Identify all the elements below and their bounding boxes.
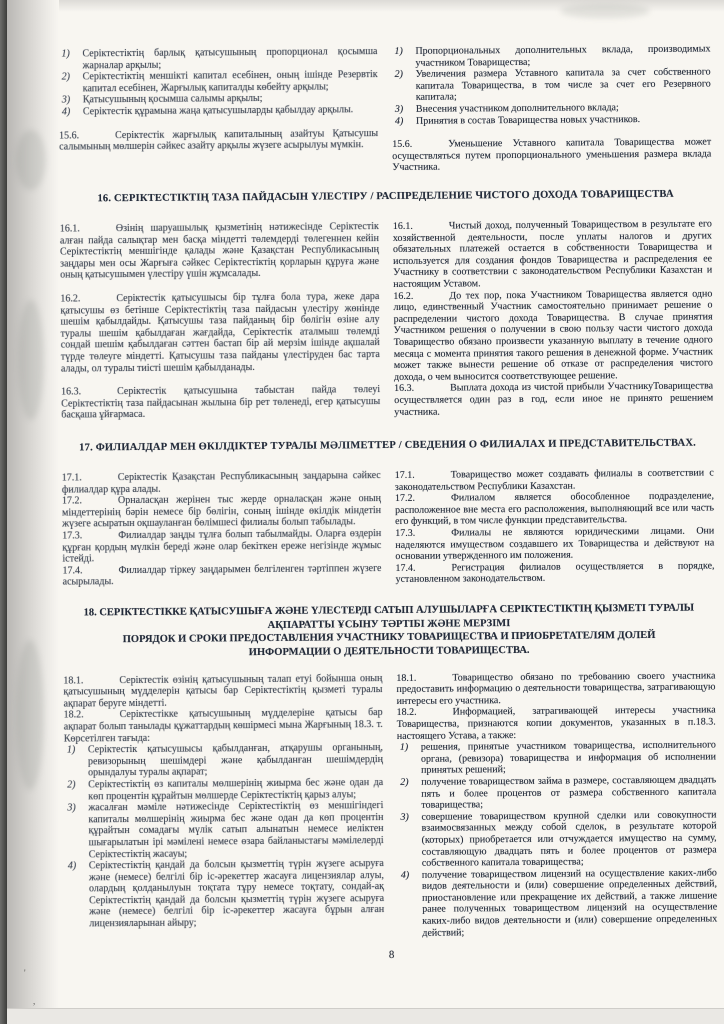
item-marker: 4)	[394, 115, 404, 127]
item-marker: 1)	[394, 45, 403, 57]
item-marker: 4)	[400, 869, 410, 881]
clause-text: Орналасқан жерінен тыс жерде орналасқан және оның міндеттерінің бәрін немесе бір бөлігін, соның ішінде өкілдік міндетін жүзеге асыратын оқшауланған бөлімшесі филиалы болып табылады.	[62, 493, 382, 531]
clause-17-3-kk	[62, 528, 381, 565]
section-16-russian-column	[393, 219, 714, 419]
list-item	[59, 104, 378, 118]
clause-18-2-ru	[397, 705, 716, 742]
section-18-heading-line-4: ИНФОРМАЦИИ О ДЕЯТЕЛЬНОСТИ ТОВАРИЩЕСТВА.	[248, 644, 530, 659]
clause-number: 16.1.	[392, 220, 413, 233]
list-item	[397, 740, 716, 777]
clause-number: 17.1.	[394, 469, 415, 482]
item-text: решения, принятые участником товарищества, исполнительного органа, (ревизора) товарищества и информация об исполнении принятых решений;	[420, 739, 717, 777]
clause-number: 16.2.	[393, 290, 414, 302]
clause-text: Серіктестік Қазақстан Республикасының заңдарына сәйкес филиалдар құра алады.	[61, 470, 381, 496]
list-item	[64, 800, 383, 860]
section-16-columns	[60, 219, 714, 422]
section-18-heading-line-3: ПОРЯДОК И СРОКИ ПРЕДОСТАВЛЕНИЯ УЧАСТНИКУ ТОВАРИЩЕСТВА И ПРИОБРЕТАТЕЛЯМ ДОЛЕЙ	[122, 630, 656, 646]
clause-17-1-ru	[395, 468, 714, 494]
clause-number: 17.4.	[395, 562, 416, 574]
scan-artifact	[560, 4, 650, 18]
list-item	[391, 43, 710, 69]
clause-number: 17.2.	[394, 493, 416, 505]
item-text: получение товариществом займа в размере, составляющем двадцать пять и более процентов от размера собственного капитала товарищества;	[421, 774, 717, 811]
clause-number: 17.4.	[62, 565, 83, 577]
clause-15-6-ru	[392, 137, 711, 174]
item-text: получение товариществом лицензий на осуществление каких-либо видов деятельности и (или) совершение определенных действий, приостановление или прекращение их действий, а также лишение ранее полученных товариществом лицензий на осуществление каких-либо видов деятельности и (или) совершение определенных действий;	[421, 867, 718, 939]
item-marker: 1)	[66, 744, 76, 756]
item-marker: 3)	[400, 811, 409, 823]
item-marker: 1)	[61, 48, 70, 60]
clause-text: Уменьшение Уставного капитала Товарищества может осуществляться путем пропорционального уменьшения размера вклада Участника.	[392, 136, 712, 174]
clause-number: 15.6.	[59, 129, 80, 142]
section-17-columns	[62, 468, 715, 589]
section-15-columns	[58, 43, 711, 176]
clause-number: 18.2.	[63, 709, 84, 721]
section-17-russian-column	[395, 468, 715, 586]
item-text: Серіктестіктің барлық қатысушының пропорционал қосымша жарналар арқылы;	[82, 46, 378, 71]
clause-number: 17.1.	[61, 472, 82, 484]
clause-17-4-kk	[62, 563, 381, 589]
clause-number: 18.2.	[396, 707, 417, 719]
clause-text: Филиалы не являются юридическими лицами. Они наделяются имуществом создавшего их Товарищества и действуют на основании утвержденного им положения.	[395, 525, 715, 563]
scan-artifact	[18, 300, 44, 420]
clause-text: Филиалдар тіркеу заңдарымен белгіленген тәртіппен жүзеге асырылады.	[62, 562, 382, 588]
clause-number: 18.1.	[396, 672, 417, 684]
section-16-heading: 16. СЕРІКТЕСТІКТІҢ ТАЗА ПАЙДАСЫН ҮЛЕСТІРУ / РАСПРЕДЕЛЕНИЕ ЧИСТОГО ДОХОДА ТОВАРИЩЕСТВА	[97, 188, 674, 205]
clause-15-6-kk	[59, 128, 378, 154]
item-marker: 4)	[67, 860, 77, 872]
clause-16-1-ru	[393, 219, 713, 291]
item-marker: 3)	[394, 103, 404, 115]
clause-text: До тех пор, пока Участником Товарищества является одно лицо, единственный Участник самостоятельно принимает решение о распределении чистого дохода Товарищества. В случае принятия Участником решения о получении в свою пользу части чистого дохода Товарищество обязано произвести указанную выплату в течение одного месяца с момента принятия такого решения в денежной форме. Участник может также вынести решение об отказе от распределения чистого дохода, о чем выносится соответствующее решение.	[393, 288, 713, 383]
clause-text: Өзінің шаруашылық қызметінің нәтижесінде Серіктестік алған пайда салықтар мен басқа міндетті төлемдерді төлегеннен кейін Серіктестіктің меншігінде қалады және Қазақстан Республикасының заңдары мен осы Жарғыға сәйкес Серіктестіктің қорларын құруға және оның қатысушымен үлестіру үшін жұмсалады.	[59, 221, 380, 282]
list-item	[64, 742, 383, 779]
clause-text: Серіктестік қатысушына табыстан пайда төлеуі Серіктестіктің таза пайдасынан жылына бір рет төленеді, егер қатысушы басқаша ұйғармаса.	[61, 384, 381, 421]
item-text: Серіктестік құрамына жаңа қатысушыларды қабылдау арқылы.	[82, 104, 354, 118]
clause-number: 17.3.	[62, 530, 83, 542]
scan-bottom-edge	[0, 1008, 724, 1024]
clause-text: Серіктестікке қатысушының мүдделеріне қатысы бар ақпарат болып танылады құжаттардың көшірмесі мына Жарғының 18.3. т. Көрсетілген тағыда:	[63, 707, 383, 745]
list-item	[392, 113, 711, 127]
section-17-kazakh-column	[62, 470, 382, 588]
list-item	[398, 867, 718, 939]
clause-number: 17.3.	[395, 527, 416, 540]
section-18-heading-line-1: 18. СЕРІКТЕСТІККЕ ҚАТЫСУШЫҒА ЖӘНЕ ҮЛЕСТЕРДІ САТЫП АЛУШЫЛАРҒА СЕРІКТЕСТІКТІҢ ҚЫЗМЕТІ ТУРАЛЫ	[83, 602, 695, 619]
item-text: Пропорциональных дополнительных вклада, производимых участником Товарищества;	[415, 43, 711, 69]
item-marker: 1)	[399, 742, 409, 754]
item-marker: 2)	[394, 69, 404, 81]
item-text: жасалған мәміле нәтижесінде Серіктестіктің өз меншігіндегі капиталы мөлшерінің жиырма бес және одан да көп процентін құрайтын сомадағы мүлік сатып алынатын немесе иеліктен шығарылатын ірі мәмілені немесе өзара байланыстағы мәмілелерді Серіктестіктің жасауы;	[88, 800, 384, 860]
scan-speck: '	[24, 968, 26, 978]
clause-text: Информацией, затрагивающей интересы участника Товарищества, признаются копии документов, указанных в п.18.3. настоящего Устава, а также:	[396, 704, 716, 742]
item-text: совершение товариществом крупной сделки или совокупности взаимосвязанных между собой сделок, в результате которой (которых) приобретается или отчуждается имущество на сумму, составляющую двадцать пять и более процентов от размера собственного капитала товарищества;	[421, 809, 717, 869]
clause-text: Выплата дохода из чистой прибыли УчастникуТоварищества осуществляется один раз в год, если иное не принято решением участника.	[394, 380, 714, 418]
section-16-kazakh-column	[60, 221, 381, 421]
clause-16-3-ru	[394, 381, 713, 418]
clause-text: Регистрация филиалов осуществляется в порядке, установленном законодательством.	[395, 560, 715, 586]
clause-number: 17.2.	[61, 495, 83, 507]
item-text: Қатысушының қосымша салымы арқылы;	[82, 93, 263, 106]
item-text: Внесения участником дополнительного вклада;	[415, 102, 619, 115]
clause-17-2-ru	[395, 491, 714, 528]
section-18-heading	[63, 601, 715, 661]
clause-text: Чистый доход, полученный Товариществом в результате его хозяйственной деятельности, после уплаты налогов и других обязательных платежей остается в собственности Товарищества и используется для создания фондов Товарищества и распределения ее Участнику в соответствии с законодательством Республики Казахстан и настоящим Уставом.	[392, 218, 713, 290]
clause-18-2-kk	[64, 707, 383, 744]
clause-17-3-ru	[395, 526, 714, 563]
clause-text: Филиалом является обособленное подразделение, расположенное вне места его расположения, выполняющий все или часть его функций, в том числе функции представительства.	[395, 490, 715, 528]
scan-artifact	[16, 640, 44, 790]
section-17-heading: 17. ФИЛИАЛДАР МЕН ӨКІЛДІКТЕР ТУРАЛЫ МӘЛІМЕТТЕР / СВЕДЕНИЯ О ФИЛИАЛАХ И ПРЕДСТАВИТЕЛЬСТВАХ.	[79, 437, 696, 454]
clause-text: Товарищество может создавать филиалы в соответствии с законодательством Республики Казахстан.	[394, 467, 714, 493]
clause-text: Серіктестік жарғылық капиталының азайтуы Қатысушы салымының мөлшерін сәйкес азайту арқылы жүзеге асырылуы мүмкін.	[59, 127, 379, 153]
clause-number: 16.3.	[61, 386, 82, 398]
clause-16-3-kk	[61, 384, 380, 421]
item-text: Принятия в состав Товарищества новых участников.	[415, 113, 641, 127]
list-item	[64, 777, 383, 803]
list-item	[392, 67, 711, 104]
clause-text: Серіктестік қатысушысы бір тұлға бола тура, жеке дара қатысушы өз бетінше Серіктестіктің таза пайдасын үлестіру жөнінде шешім қабылдайды. Қатысушы таза пайданың бір бөлігін өзіне алу туралы шешім қабылдаған жағдайда, Серіктестік аталмыш төлемді сондай шешім қабылдаған сәттен бастап бір ай мерзім ішінде ақшалай түрде төлеуге міндетті. Қатысушы таза пайданы үлестіруден бас тарта алады, ол туралы тиісті шешім қабылданады.	[60, 291, 380, 375]
item-marker: 4)	[61, 106, 71, 118]
section-18-kazakh-column	[63, 673, 384, 942]
clause-17-2-kk	[62, 493, 381, 530]
list-item	[59, 69, 378, 95]
list-item	[65, 858, 385, 930]
list-item	[58, 46, 377, 72]
item-marker: 2)	[61, 71, 71, 83]
clause-17-1-kk	[62, 470, 381, 496]
list-item	[397, 774, 716, 811]
clause-number: 18.1.	[63, 674, 84, 687]
item-text: Серіктестіктің қандай да болсын қызметтің түрін жүзеге асыруға және (немесе) белгілі бір іс-әрекеттер жасауға лицензиялар алуы, олардың қолданылуын тоқтата тұру немесе тоқтату, сондай-ақ Серіктестіктің қандай да болсын қызметтің түрін жүзеге асыруға және (немесе) белгілі бір іс-әрекеттер жасауға бұрын алған лицензияларынан айыру;	[88, 858, 385, 930]
clause-number: 16.3.	[394, 383, 415, 395]
item-text: Серіктестіктің меншікті капитал есебінен, оның ішінде Резервтік капитал есебінен, Жарғылық капиталды көбейту арқылы;	[82, 69, 378, 95]
item-text: Серіктестік қатысушысы қабылданған, атқарушы органының, ревизорының шешімдері және қабылданған шешімдердің орындалуы туралы ақпарат;	[87, 742, 384, 779]
section-15-kazakh-column	[58, 46, 378, 176]
item-marker: 2)	[67, 779, 76, 791]
item-marker: 3)	[67, 802, 76, 814]
scan-artifact	[16, 130, 46, 190]
clause-18-1-ru	[396, 670, 715, 707]
clause-18-1-kk	[63, 673, 382, 710]
page-content	[58, 43, 717, 964]
section-18-columns	[63, 670, 717, 942]
clause-16-2-ru	[393, 288, 713, 383]
list-item	[397, 809, 716, 869]
item-marker: 2)	[400, 776, 409, 788]
clause-text: Серіктестік өзінің қатысушының талап етуі бойынша оның қатысушының мүдделерін қатысы бар Серіктестіктің қызметі туралы ақпарат беруге міндетті.	[63, 672, 383, 710]
clause-16-1-kk	[60, 221, 379, 281]
item-text: Увеличения размера Уставного капитала за счет собственного капитала Товарищества, в том числе за счет его Резервного капитала;	[415, 66, 711, 104]
section-18-russian-column	[396, 670, 717, 939]
item-text: Серіктестіктің өз капиталы мөлшерінің жиырма бес және одан да көп процентін құрайтын мөлшерде Серіктестіктің қарыз алуы;	[88, 776, 384, 802]
clause-number: 16.2.	[60, 293, 81, 305]
section-18-heading-line-2: АҚПАРАТТЫ ҰСЫНУ ТӘРТІБІ ЖӘНЕ МЕРЗІМІ	[267, 617, 511, 631]
clause-17-4-ru	[395, 560, 714, 586]
clause-text: Филиалдар заңды тұлға болып табылмайды. Оларға өздерін құрған қордың мүлкін береді және олар бекіткен ереже негізінде жұмыс істейді.	[62, 528, 382, 565]
item-marker: 3)	[61, 94, 71, 106]
scan-left-dark-edge	[0, 0, 7, 1024]
section-15-russian-column	[391, 43, 711, 173]
clause-number: 16.1.	[59, 223, 80, 235]
page-number: 8	[388, 949, 395, 962]
clause-number: 15.6.	[392, 138, 413, 151]
clause-16-2-kk	[60, 291, 380, 375]
scan-speck: ,	[33, 996, 36, 1006]
clause-text: Товарищество обязано по требованию своего участника предоставить информацию о деятельности товарищества, затрагивающую интересы его участника.	[396, 670, 716, 707]
